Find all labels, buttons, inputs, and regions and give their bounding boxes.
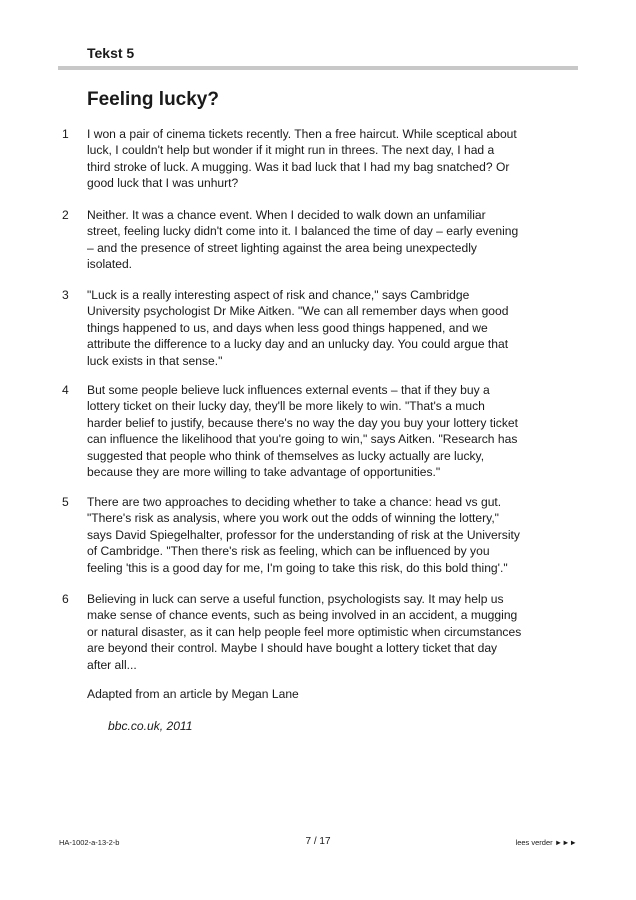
paragraph-text: There are two approaches to deciding whether to take a chance: head vs gut. "There's risk as analysis, where you work out the odds of winning the lottery," says David Spiegelhalter, professor for the understanding of risk at the University of Cambridge. "Then there's risk as feeling, which can be influenced by you feeling 'this is a good day for me, I'm going to take this risk, do this bold thing'." [87, 495, 520, 575]
paragraph-number: 4 [62, 383, 69, 397]
article-source: bbc.co.uk, 2011 [108, 719, 193, 733]
footer-code: HA-1002-a-13-2-b [59, 838, 120, 847]
section-label: Tekst 5 [87, 45, 135, 61]
page-number: 7 / 17 [305, 836, 331, 847]
paragraph-number: 2 [62, 208, 69, 222]
paragraph-number: 3 [62, 288, 69, 302]
paragraph-text: "Luck is a really interesting aspect of risk and chance," says Cambridge University psychologist Dr Mike Aitken. "We can all remember days when good things happened to us, and days when less good things happened, and we attribute the difference to a lucky day and an unlucky day. You could argue that luck exists in that sense." [87, 288, 509, 368]
paragraph-text: I won a pair of cinema tickets recently. Then a free haircut. While sceptical about luck, I couldn't help but wonder if it might run in threes. The next day, I had a third stroke of luck. A mugging. Was it bad luck that I had my bag snatched? Or good luck that I was unhurt? [87, 127, 517, 191]
paragraph-text: But some people believe luck influences external events – that if they buy a lottery ticket on their lucky day, they'll be more likely to win. "That's a much harder belief to justify, because there's no way the day you buy your lottery ticket can influence the likelihood that you're going to win," says Aitken. "Research has suggested that people who think of themselves as lucky actually are lucky, because they are more willing to take advantage of opportunities." [87, 383, 518, 480]
paragraph-number: 6 [62, 592, 69, 606]
section-divider [58, 66, 578, 70]
article-credit: Adapted from an article by Megan Lane [87, 687, 299, 701]
paragraph-number: 5 [62, 495, 69, 509]
paragraph-text: Believing in luck can serve a useful function, psychologists say. It may help us make sense of chance events, such as being involved in an accident, a mugging or natural disaster, as it can help people feel more optimistic when circumstances are beyond their control. Maybe I should have bought a lottery ticket that day after all... [87, 592, 522, 672]
paragraph-text: Neither. It was a chance event. When I decided to walk down an unfamiliar street, feeling lucky didn't come into it. I balanced the time of day – early evening – and the presence of street lighting against the area being unexpectedly isolated. [87, 208, 519, 272]
article-title: Feeling lucky? [87, 89, 219, 110]
paragraph-number: 1 [62, 127, 69, 141]
continue-indicator: lees verder ►►► [515, 838, 577, 847]
